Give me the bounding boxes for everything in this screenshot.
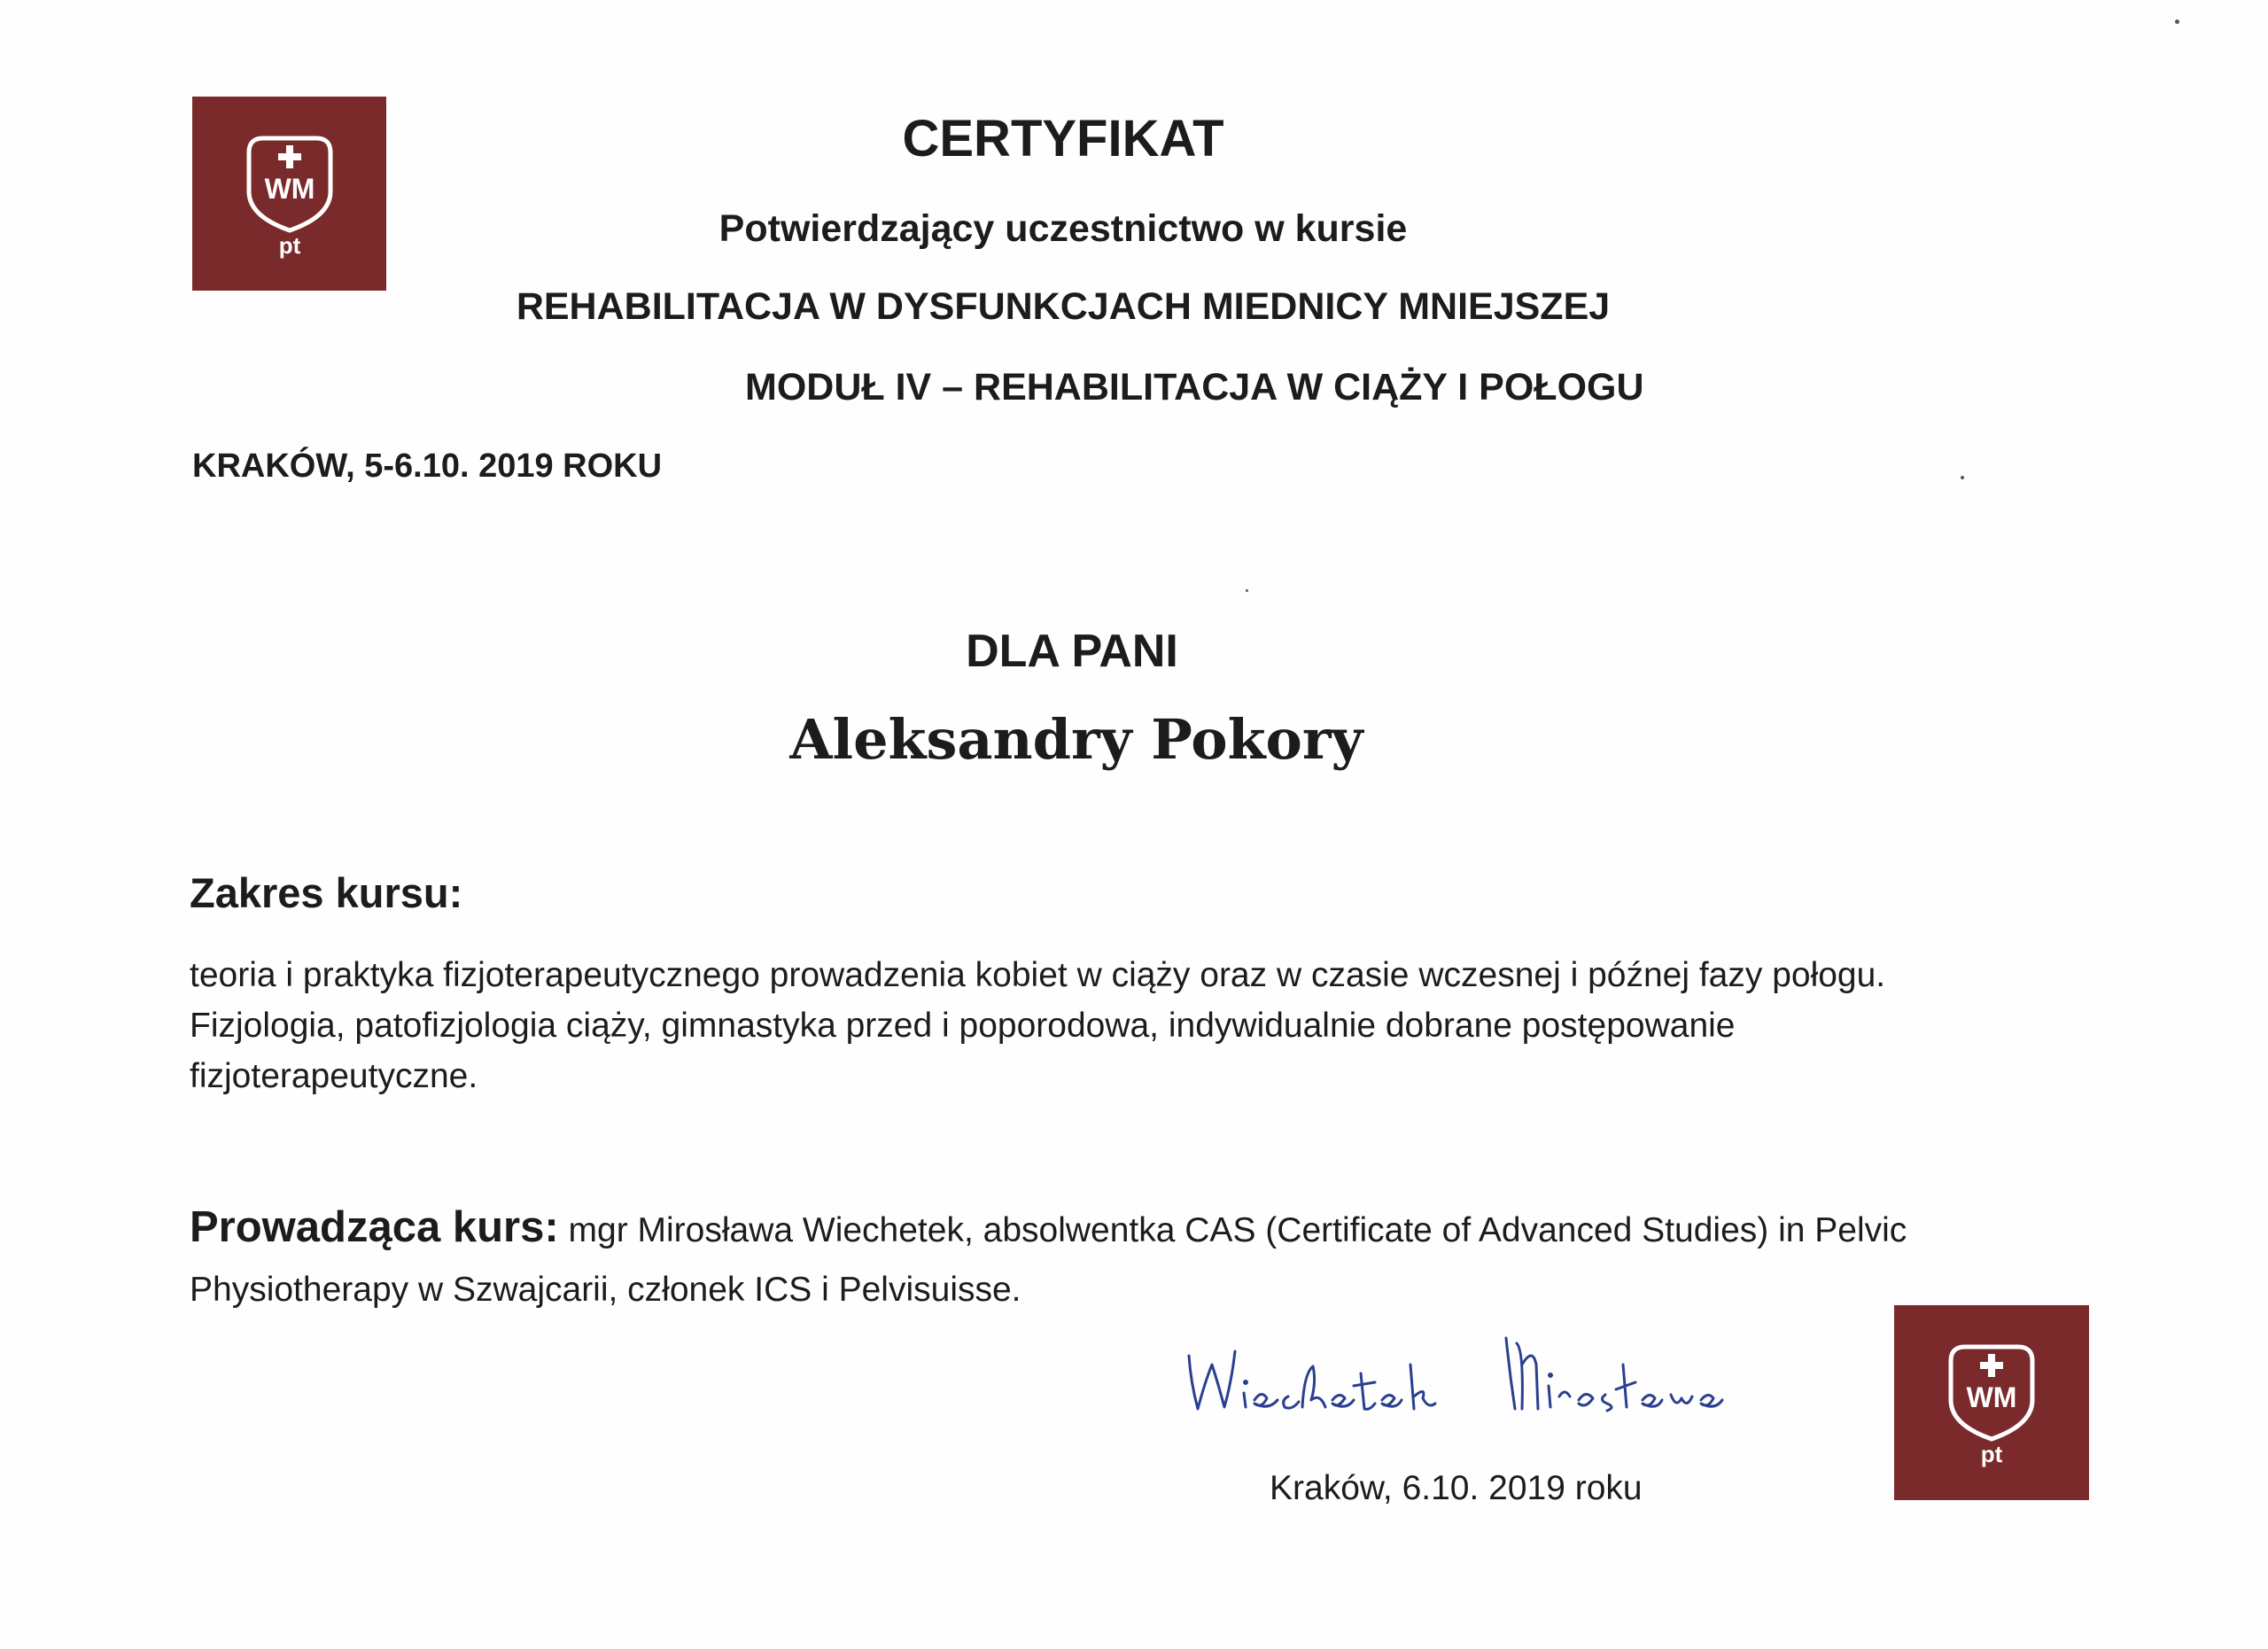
scan-speck	[2175, 19, 2179, 24]
instructor-section	[190, 1198, 1979, 1319]
certificate-title: CERTYFIKAT	[902, 110, 1224, 167]
wm-pt-logo-stamp	[1894, 1305, 2089, 1500]
course-module: MODUŁ IV – REHABILITACJA W CIĄŻY I POŁOGU	[745, 366, 1644, 408]
recipient-label: DLA PANI	[966, 626, 1178, 677]
course-place-date: KRAKÓW, 5-6.10. 2019 ROKU	[192, 447, 663, 485]
certificate-subtitle: Potwierdzający uczestnictwo w kursie	[718, 207, 1408, 250]
scope-text: teoria i praktyka fizjoterapeutycznego prowadzenia kobiet w ciąży oraz w czasie wczesnej i późnej fazy połogu. Fizjologia, patofizjologia ciąży, gimnastyka przed i poporodowa, indywidualnie dobrane postępowanie fizjoterapeutyczne.	[190, 956, 1886, 1095]
handwritten-signature	[1169, 1311, 1790, 1435]
scope-heading: Zakres kursu:	[190, 869, 463, 916]
svg-text:WM: WM	[264, 172, 315, 205]
signature-date: Kraków, 6.10. 2019 roku	[1270, 1469, 1643, 1507]
svg-text:pt: pt	[1980, 1441, 2003, 1467]
recipient-name: Aleksandry Pokory	[789, 707, 1363, 772]
instructor-text: mgr Mirosława Wiechetek, absolwentka CAS (Certificate of Advanced Studies) in Pelvic Physiotherapy w Szwajcarii, członek ICS i Pelvisuisse.	[190, 1211, 1907, 1309]
scan-speck	[1961, 476, 1964, 479]
course-name: REHABILITACJA W DYSFUNKCJACH MIEDNICY MNIEJSZEJ	[516, 285, 1611, 328]
svg-text:pt: pt	[278, 231, 300, 259]
svg-text:WM: WM	[1966, 1381, 2017, 1413]
scan-speck	[1246, 589, 1248, 592]
shield-logo-icon	[1938, 1336, 2045, 1469]
instructor-label: Prowadząca kurs:	[190, 1203, 559, 1251]
